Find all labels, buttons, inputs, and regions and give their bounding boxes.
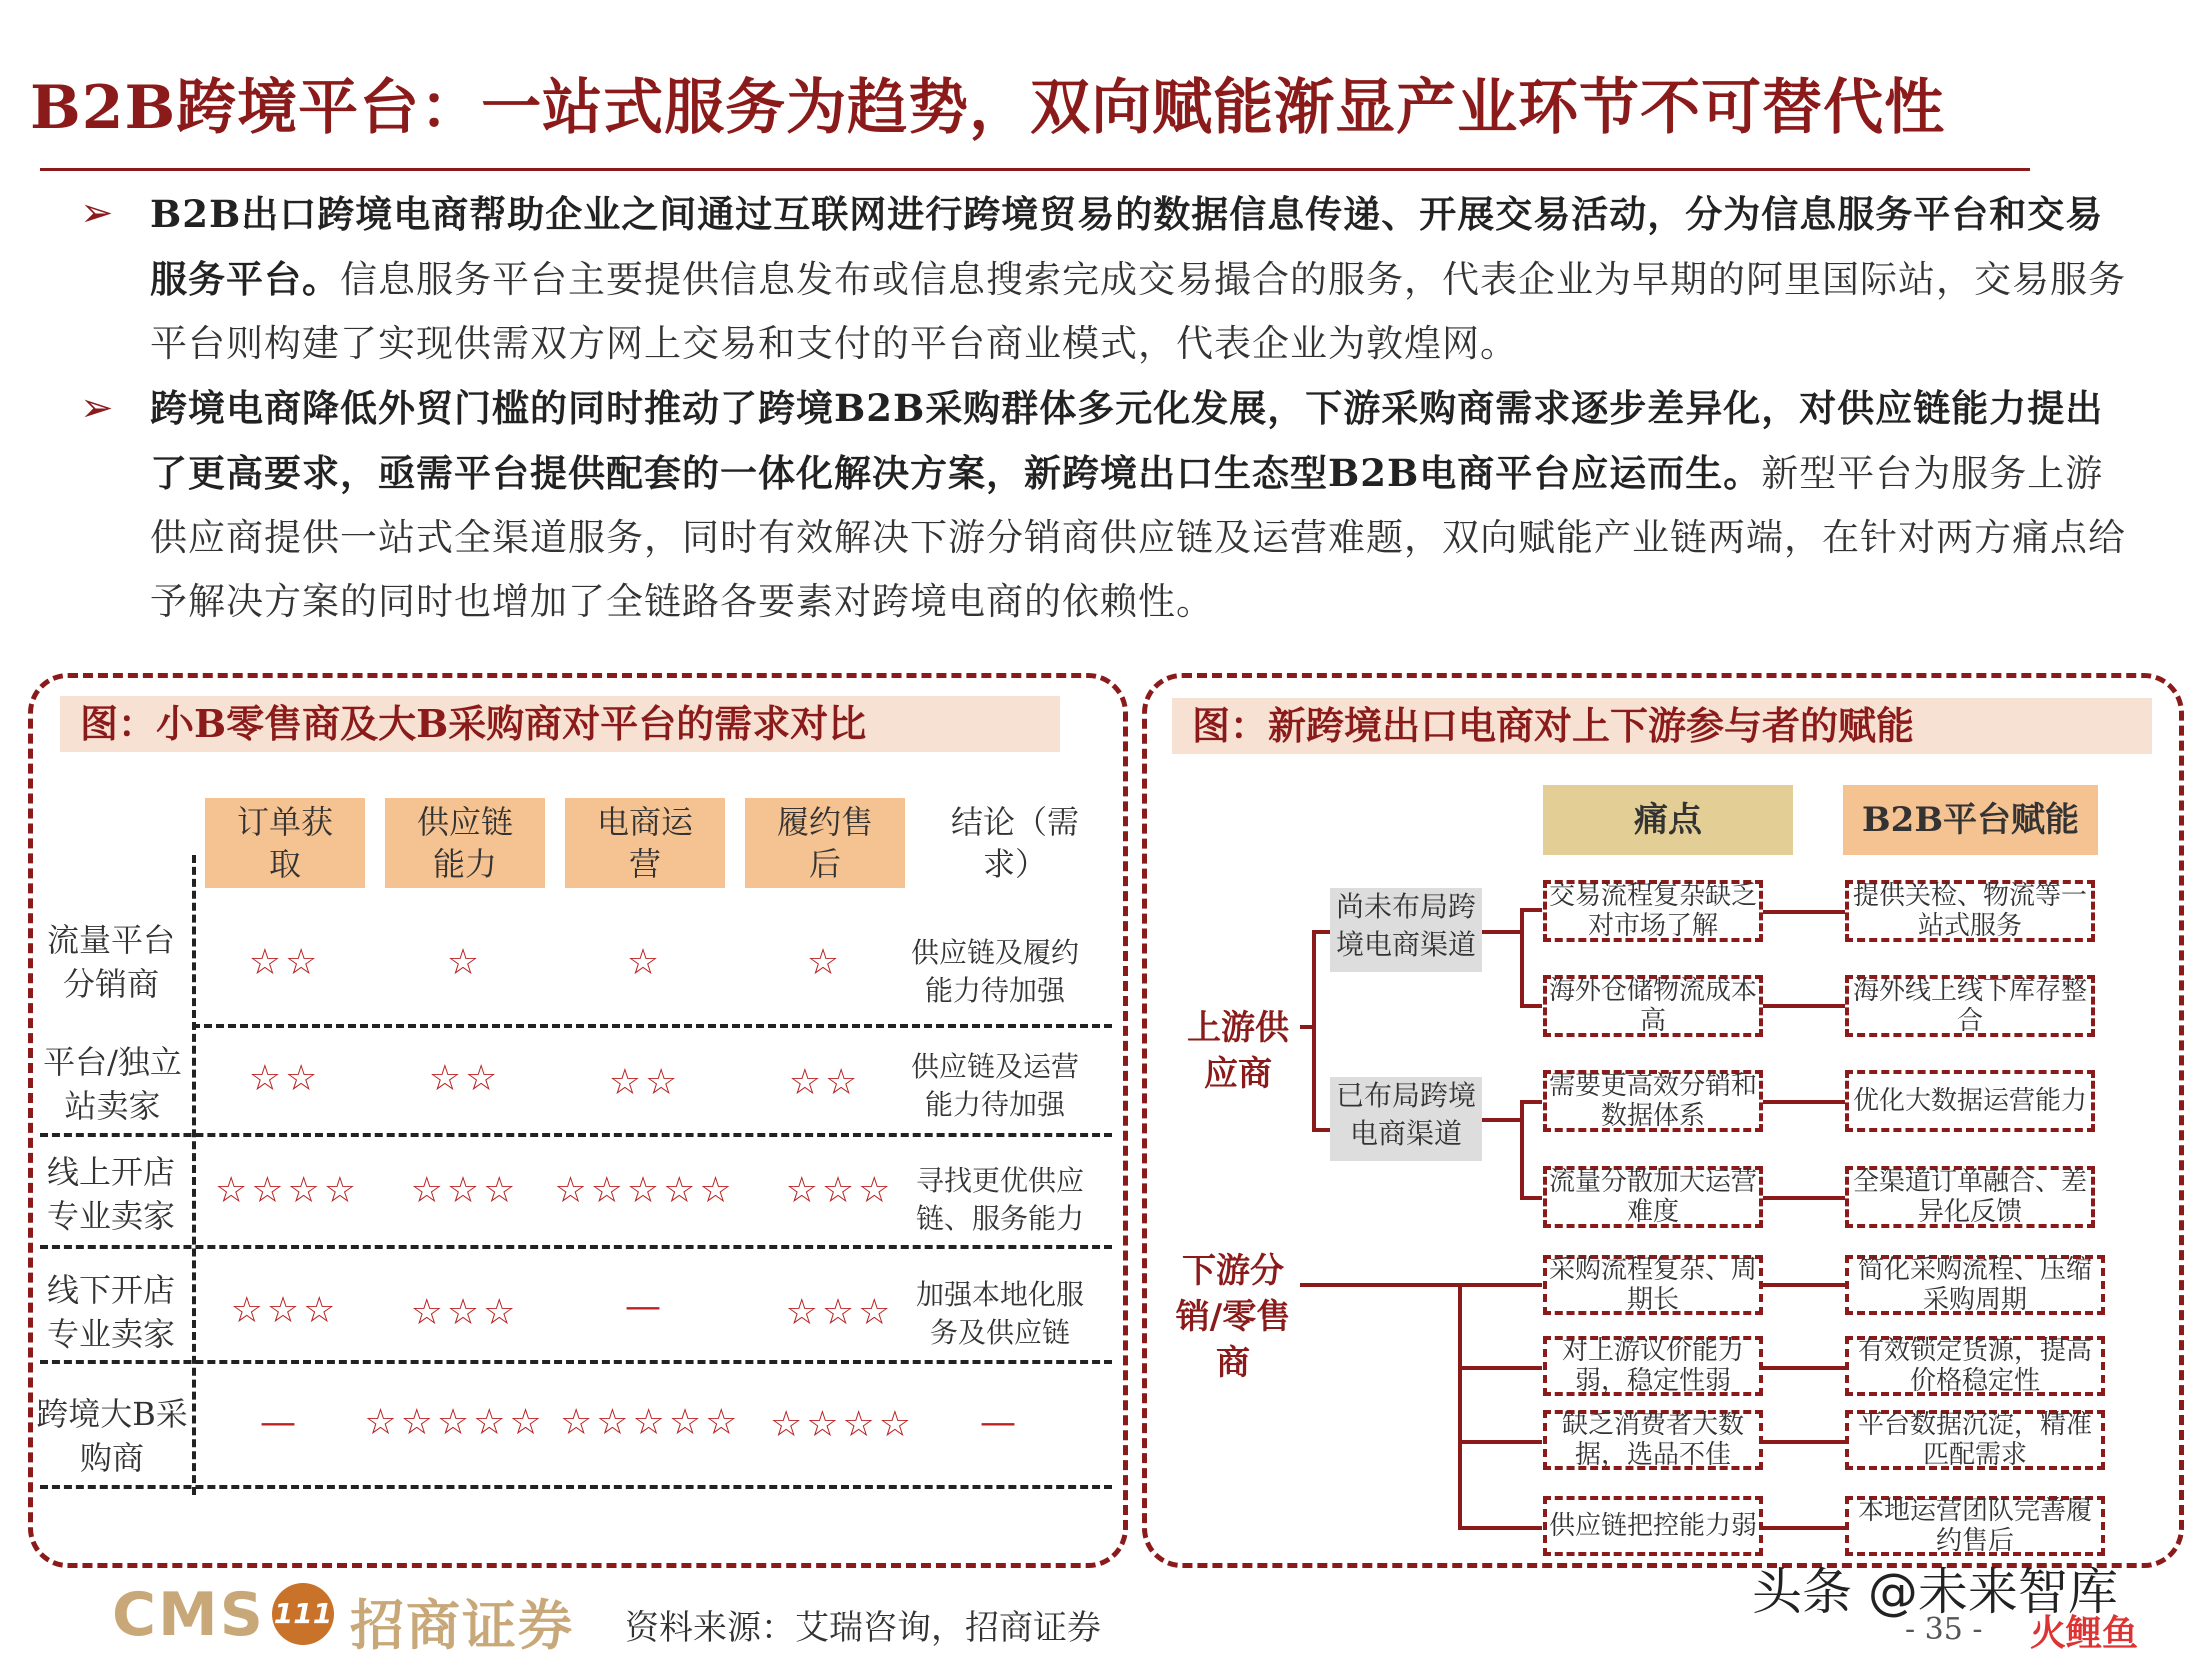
pain-box: 海外仓储物流成本高 <box>1543 975 1763 1037</box>
rating-stars: ☆☆☆ <box>785 1292 895 1333</box>
bullet-2-bold: 跨境电商降低外贸门槛的同时推动了跨境B2B采购群体多元化发展，下游采购商需求逐步差异化，对供应链能力提出了更高要求，亟需平台提供配套的一体化解决方案，新跨境出口生态型B2B电商平台应运而生。 <box>150 386 2104 495</box>
connector-line <box>1520 1004 1542 1008</box>
row-label: 跨境大B采购商 <box>36 1395 188 1477</box>
rating-stars: ☆☆☆ <box>410 1292 520 1333</box>
left-figure-heading: 图：小B零售商及大B采购商对平台的需求对比 <box>60 696 1060 752</box>
source-note: 资料来源：艾瑞咨询，招商证券 <box>625 1608 1101 1648</box>
bullet-1-text: 信息服务平台主要提供信息发布或信息搜索完成交易撮合的服务，代表企业为早期的阿里国际站，交易服务平台则构建了实现供需双方网上交易和支付的平台商业模式，代表企业为敦煌网。 <box>150 258 2126 365</box>
connector-line <box>1312 930 1316 1130</box>
right-figure-heading: 图：新跨境出口电商对上下游参与者的赋能 <box>1172 698 2152 754</box>
col-header-b2b: B2B平台赋能 <box>1843 785 2098 855</box>
pain-box: 采购流程复杂、周期长 <box>1543 1255 1763 1315</box>
col-header-order: 订单获取 <box>205 798 365 888</box>
connector-line <box>1763 1440 1845 1444</box>
connector-line <box>1763 1366 1845 1370</box>
col-header-pain: 痛点 <box>1543 785 1793 855</box>
col-header-supply: 供应链能力 <box>385 798 545 888</box>
connector-line <box>1458 1526 1542 1530</box>
connector-line <box>1300 1283 1460 1287</box>
row-label: 线上开店专业卖家 <box>46 1153 175 1235</box>
connector-line <box>1312 1128 1330 1132</box>
connector-line <box>1763 1004 1845 1008</box>
pain-box: 交易流程复杂缺乏对市场了解 <box>1543 880 1763 942</box>
col-header-conclusion: 结论（需求） <box>950 803 1079 883</box>
category-upstream: 上游供应商 <box>1187 1008 1289 1094</box>
rating-stars: ☆☆☆☆☆ <box>554 1170 736 1211</box>
table-row-divider <box>192 1024 1112 1028</box>
category-downstream: 下游分销/零售商 <box>1175 1251 1291 1383</box>
logo-badge-icon: 111 <box>272 1583 334 1645</box>
connector-line <box>1520 908 1524 1008</box>
solution-box: 本地运营团队完善履约售后 <box>1845 1496 2105 1556</box>
pain-box: 缺乏消费者大数据，选品不佳 <box>1543 1410 1763 1470</box>
rating-stars: — <box>625 1286 665 1327</box>
bullet-arrow-icon: ➢ <box>80 385 114 431</box>
rating-stars: ☆☆☆ <box>785 1170 895 1211</box>
rating-stars: ☆☆☆ <box>410 1170 520 1211</box>
connector-line <box>1763 910 1845 914</box>
row-conclusion: — <box>980 1402 1020 1443</box>
pain-box: 对上游议价能力弱，稳定性弱 <box>1543 1336 1763 1396</box>
connector-line <box>1312 930 1330 934</box>
rating-stars: ☆☆☆☆ <box>214 1170 361 1211</box>
page-number: - 35 - <box>1905 1612 1983 1647</box>
row-conclusion: 寻找更优供应链、服务能力 <box>915 1164 1084 1235</box>
rating-stars: ☆☆☆ <box>230 1290 340 1331</box>
solution-box: 提供关检、物流等一站式服务 <box>1845 880 2095 942</box>
connector-line <box>1763 1100 1845 1104</box>
rating-stars: ☆ <box>446 942 484 983</box>
pain-box: 供应链把控能力弱 <box>1543 1496 1763 1556</box>
rating-stars: ☆☆ <box>608 1062 682 1103</box>
rating-stars: — <box>260 1402 300 1443</box>
rating-stars: ☆☆☆☆☆ <box>560 1402 742 1443</box>
bullet-2-text: 新型平台为服务上游供应商提供一站式全渠道服务，同时有效解决下游分销商供应链及运营难题，双向赋能产业链两端，在针对两方痛点给予解决方案的同时也增加了全链路各要素对跨境电商的依赖性。 <box>150 452 2126 623</box>
col-header-fulfil: 履约售后 <box>745 798 905 888</box>
pain-box: 流量分散加大运营难度 <box>1543 1166 1763 1228</box>
table-row-divider <box>40 1360 1112 1364</box>
rating-stars: ☆☆☆☆ <box>769 1404 916 1445</box>
pain-box: 需要更高效分销和数据体系 <box>1543 1070 1763 1132</box>
rating-stars: ☆ <box>806 942 844 983</box>
rating-stars: ☆☆ <box>428 1058 502 1099</box>
solution-box: 简化采购流程、压缩采购周期 <box>1845 1255 2105 1315</box>
connector-line <box>1482 930 1522 934</box>
corner-mark: 火鲤鱼 <box>2030 1613 2139 1654</box>
table-row-divider <box>40 1133 1112 1137</box>
rating-stars: ☆☆ <box>248 942 322 983</box>
solution-box: 全渠道订单融合、差异化反馈 <box>1845 1166 2095 1228</box>
row-conclusion: 供应链及运营能力待加强 <box>910 1050 1079 1121</box>
rating-stars: ☆☆☆☆☆ <box>364 1402 546 1443</box>
connector-line <box>1458 1283 1542 1287</box>
table-vertical-divider <box>192 855 196 1495</box>
bullet-paragraph-2 <box>150 376 2140 634</box>
row-conclusion: 加强本地化服务及供应链 <box>915 1278 1084 1349</box>
connector-line <box>1458 1440 1542 1444</box>
connector-line <box>1520 1100 1524 1200</box>
solution-box: 有效锁定货源，提高价格稳定性 <box>1845 1336 2105 1396</box>
row-conclusion: 供应链及履约能力待加强 <box>910 936 1079 1007</box>
connector-line <box>1458 1283 1462 1529</box>
group-label-deployed: 已布局跨境电商渠道 <box>1330 1077 1482 1161</box>
table-row-divider <box>40 1245 1112 1249</box>
connector-line <box>1520 1196 1542 1200</box>
connector-line <box>1458 1366 1542 1370</box>
rating-stars: ☆☆ <box>788 1062 862 1103</box>
row-label: 线下开店专业卖家 <box>46 1271 175 1353</box>
connector-line <box>1520 1100 1542 1104</box>
title-divider <box>40 168 2030 171</box>
watermark-text: 头条 @未来智库 <box>1752 1563 2118 1621</box>
solution-box: 平台数据沉淀，精准匹配需求 <box>1845 1410 2105 1470</box>
connector-line <box>1520 908 1542 912</box>
bullet-arrow-icon: ➢ <box>80 190 114 236</box>
connector-line <box>1763 1196 1845 1200</box>
row-label: 流量平台分销商 <box>46 921 175 1003</box>
rating-stars: ☆ <box>626 942 664 983</box>
bullet-1-bold: B2B出口跨境电商帮助企业之间通过互联网进行跨境贸易的数据信息传递、开展交易活动，分为信息服务平台和交易服务平台。 <box>150 192 2104 301</box>
table-row-divider <box>40 1485 1112 1489</box>
cms-logo: CMS <box>112 1580 265 1650</box>
connector-line <box>1763 1283 1845 1287</box>
solution-box: 优化大数据运营能力 <box>1845 1070 2095 1132</box>
group-label-not-deployed: 尚未布局跨境电商渠道 <box>1330 888 1482 972</box>
connector-line <box>1482 1118 1522 1122</box>
row-label: 平台/独立站卖家 <box>43 1043 182 1125</box>
bullet-paragraph-1 <box>150 182 2140 376</box>
company-name: 招商证券 <box>350 1593 574 1657</box>
solution-box: 海外线上线下库存整合 <box>1845 975 2095 1037</box>
page-title: B2B跨境平台：一站式服务为趋势，双向赋能渐显产业环节不可替代性 <box>30 73 1946 143</box>
col-header-ecom: 电商运营 <box>565 798 725 888</box>
connector-line <box>1763 1526 1845 1530</box>
rating-stars: ☆☆ <box>248 1058 322 1099</box>
